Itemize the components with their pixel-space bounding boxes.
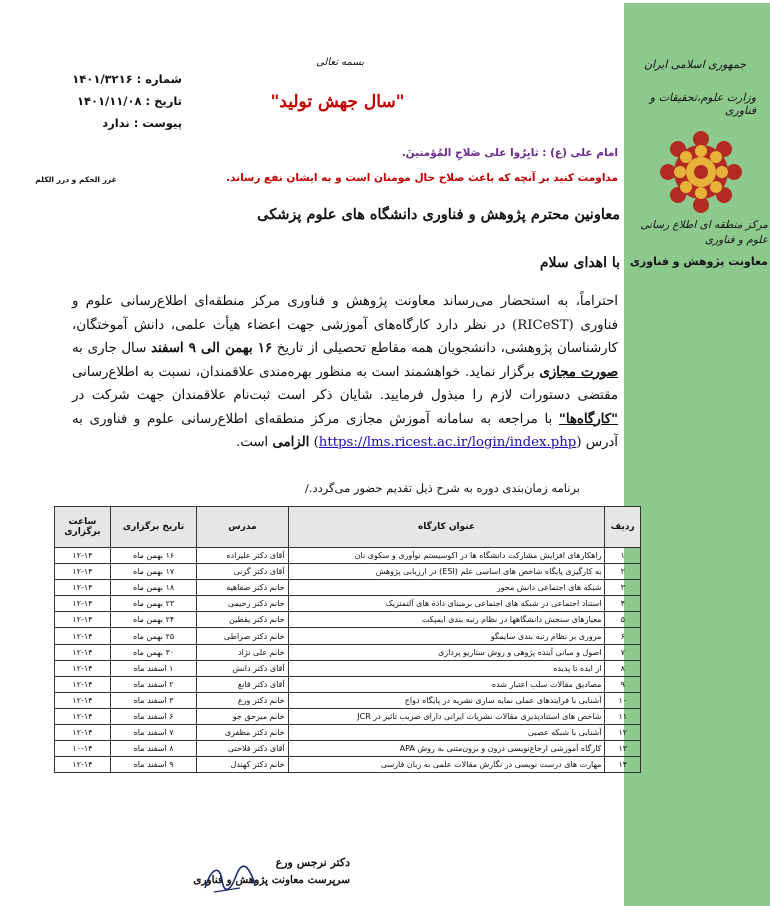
cell-row-number: ۱۱ bbox=[605, 708, 641, 724]
table-row bbox=[55, 708, 641, 724]
table-row bbox=[55, 692, 641, 708]
cell-time: ۱۲-۱۴ bbox=[55, 676, 111, 692]
cell-date: ۲ اسفند ماه bbox=[110, 676, 196, 692]
letterhead-sidebar bbox=[624, 3, 770, 906]
cell-date: ۲۴ بهمن ماه bbox=[110, 612, 196, 628]
table-row bbox=[55, 676, 641, 692]
cell-instructor: آقای دکتر قانع bbox=[197, 676, 288, 692]
body-part-6: است. bbox=[236, 435, 269, 450]
cell-workshop-title: آشنایی با فرایندهای عملی نمایه سازی نشریه در پایگاه دواج bbox=[288, 692, 605, 708]
cell-row-number: ۹ bbox=[605, 676, 641, 692]
sidebar-ministry: وزارت علوم،تحقیقات و فناوری bbox=[649, 91, 756, 117]
cell-time: ۱۲-۱۴ bbox=[55, 612, 111, 628]
cell-row-number: ۷ bbox=[605, 644, 641, 660]
header-instructor: مدرس bbox=[197, 507, 288, 548]
hadith-arabic: امام علی (ع) : ثابِرُوا علی صَلاحِ المُؤمنینَ. bbox=[401, 147, 618, 159]
table-row bbox=[55, 596, 641, 612]
cell-date: ۳۰ بهمن ماه bbox=[110, 644, 196, 660]
cell-workshop-title: شاخص های استنادپذیری مقالات نشریات ایرانی دارای ضریب تاثیر در JCR bbox=[288, 708, 605, 724]
cell-row-number: ۵ bbox=[605, 612, 641, 628]
cell-time: ۱۲-۱۴ bbox=[55, 725, 111, 741]
cell-time: ۱۲-۱۴ bbox=[55, 660, 111, 676]
cell-row-number: ۲ bbox=[605, 564, 641, 580]
recipient-line: معاونین محترم پژوهش و فناوری دانشگاه های علوم پزشکی bbox=[257, 206, 620, 223]
table-row bbox=[55, 644, 641, 660]
cell-row-number: ۴ bbox=[605, 596, 641, 612]
cell-instructor: خانم دکتر صفاهیه bbox=[197, 580, 288, 596]
cell-workshop-title: اصول و مبانی آینده پژوهی و روش سناریو پردازی bbox=[288, 644, 605, 660]
basmala: بسمه تعالی bbox=[315, 57, 365, 68]
cell-row-number: ۱۰ bbox=[605, 692, 641, 708]
cell-workshop-title: معیارهای سنجش دانشگاهها در نظام رتبه بندی ایمپکت bbox=[288, 612, 605, 628]
letter-date bbox=[62, 94, 182, 108]
cell-date: ۱۸ بهمن ماه bbox=[110, 580, 196, 596]
cell-time: ۱۲-۱۴ bbox=[55, 596, 111, 612]
ricest-logo bbox=[660, 131, 742, 213]
cell-time: ۱۲-۱۴ bbox=[55, 564, 111, 580]
handwritten-signature bbox=[200, 858, 260, 898]
table-header-row bbox=[55, 507, 641, 548]
signatory-name: دکتر نرجس ورع bbox=[275, 856, 350, 869]
cell-instructor: خانم دکتر کهندل bbox=[197, 757, 288, 773]
cell-instructor: خانم دکتر صراطی bbox=[197, 628, 288, 644]
cell-date: ۱۷ بهمن ماه bbox=[110, 564, 196, 580]
cell-date: ۲۵ بهمن ماه bbox=[110, 628, 196, 644]
letter-body bbox=[72, 290, 618, 455]
cell-workshop-title: مهارت های درست نویسی در نگارش مقالات علمی به زبان فارسی bbox=[288, 757, 605, 773]
cell-workshop-title: از ایده تا پدیده bbox=[288, 660, 605, 676]
cell-time: ۱۲-۱۴ bbox=[55, 580, 111, 596]
letter-number bbox=[62, 72, 182, 86]
table-row bbox=[55, 612, 641, 628]
body-part-2: سال جاری به bbox=[72, 341, 147, 356]
cell-instructor: خانم دکتر ورع bbox=[197, 692, 288, 708]
body-part-1: احتراماً، به استحضار می‌رساند معاونت پژوهش و فناوری مرکز منطقه‌ای اطلاع‌رسانی علوم و فناوری (RICeST) در نظر دارد کارگاه‌های آموزشی جهت اعضاء هیأت علمی، دانش آموختگان، کارشناسان پژوهشی، دانشجویان همه مقاطع تحصیلی از تاریخ bbox=[72, 294, 618, 356]
cell-workshop-title: مصادیق مقالات سلب اعتبار شده bbox=[288, 676, 605, 692]
sidebar-country: جمهوری اسلامی ایران bbox=[643, 58, 746, 71]
date-value: ۱۴۰۱/۱۱/۰۸ bbox=[76, 94, 142, 108]
body-part-5: ) bbox=[313, 435, 319, 450]
cell-time: ۱۲-۱۴ bbox=[55, 644, 111, 660]
cell-instructor: آقای دکتر گزنی bbox=[197, 564, 288, 580]
cell-instructor: آقای دکتر علیزاده bbox=[197, 548, 288, 564]
header-time: ساعت برگزاری bbox=[55, 507, 111, 548]
cell-date: ۱۶ بهمن ماه bbox=[110, 548, 196, 564]
cell-date: ۸ اسفند ماه bbox=[110, 741, 196, 757]
cell-workshop-title: به کارگیری پایگاه شاخص های اساسی علم (ESI) در ارزیابی پژوهش bbox=[288, 564, 605, 580]
sidebar-center: مرکز منطقه ای اطلاع رسانی علوم و فناوری bbox=[640, 219, 768, 246]
schedule-intro: برنامه زمان‌بندی دوره به شرح ذیل تقدیم حضور می‌گردد./ bbox=[304, 481, 580, 495]
table-row bbox=[55, 757, 641, 773]
body-mandatory: الزامی bbox=[272, 435, 310, 450]
cell-instructor: آقای دکتر فلاحتی bbox=[197, 741, 288, 757]
table-row bbox=[55, 548, 641, 564]
cell-workshop-title: استناد اجتماعی در شبکه های اجتماعی برمبنای داده های آلتمتریک bbox=[288, 596, 605, 612]
cell-workshop-title: مروری بر نظام رتبه بندی سایمگو bbox=[288, 628, 605, 644]
year-slogan: "سال جهش تولید" bbox=[270, 92, 405, 112]
cell-instructor: خانم علی نژاد bbox=[197, 644, 288, 660]
cell-date: ۳ اسفند ماه bbox=[110, 692, 196, 708]
body-part-3: برگزار نماید. خواهشمند است به منظور بهره‌مندی علاقمندان، نسبت به اطلاع‌رسانی مقتضی دستورات لازم را مبذول فرمایید. شایان ذکر است ثبت‌نام علاقمندان جهت شرکت در bbox=[72, 364, 618, 403]
number-value: ۱۴۰۱/۳۲۱۶ bbox=[72, 72, 133, 86]
attachment-label: پیوست : bbox=[133, 116, 182, 130]
cell-workshop-title: آشنایی با شبکه عصبی bbox=[288, 725, 605, 741]
cell-instructor: خانم دکتر یقطین bbox=[197, 612, 288, 628]
cell-date: ۶ اسفند ماه bbox=[110, 708, 196, 724]
cell-workshop-title: شبکه های اجتماعی دانش محور bbox=[288, 580, 605, 596]
lms-link[interactable]: https://lms.ricest.ac.ir/login/index.php bbox=[318, 435, 577, 450]
cell-date: ۹ اسفند ماه bbox=[110, 757, 196, 773]
body-virtual: صورت مجازی bbox=[539, 364, 619, 380]
cell-time: ۱۲-۱۴ bbox=[55, 692, 111, 708]
table-row bbox=[55, 725, 641, 741]
cell-row-number: ۶ bbox=[605, 628, 641, 644]
hadith-source: غرر الحکم و درر الکلم bbox=[35, 175, 117, 184]
cell-row-number: ۱۴ bbox=[605, 757, 641, 773]
number-label: شماره : bbox=[136, 72, 182, 86]
sidebar-deputy: معاونت پژوهش و فناوری bbox=[629, 255, 768, 268]
letter-attachment bbox=[62, 116, 182, 130]
cell-date: ۷ اسفند ماه bbox=[110, 725, 196, 741]
cell-date: ۲۳ بهمن ماه bbox=[110, 596, 196, 612]
table-row bbox=[55, 580, 641, 596]
cell-time: ۱۲-۱۴ bbox=[55, 628, 111, 644]
cell-time: ۱۲-۱۴ bbox=[55, 757, 111, 773]
signatory-title: سرپرست معاونت پژوهش و فناوری bbox=[193, 874, 350, 886]
header-row-number: ردیف bbox=[605, 507, 641, 548]
table-row bbox=[55, 741, 641, 757]
cell-workshop-title: راهکارهای افزایش مشارکت دانشگاه ها در اکوسیستم نوآوری و سکوی نان bbox=[288, 548, 605, 564]
header-date: تاریخ برگزاری bbox=[110, 507, 196, 548]
cell-time: ۱۲-۱۴ bbox=[55, 708, 111, 724]
header-workshop-title: عنوان کارگاه bbox=[288, 507, 605, 548]
cell-time: ۱۲-۱۴ bbox=[55, 548, 111, 564]
greeting: با اهدای سلام bbox=[539, 255, 620, 271]
cell-row-number: ۱۲ bbox=[605, 725, 641, 741]
body-dates: ۱۶ بهمن الی ۹ اسفند bbox=[150, 341, 273, 356]
cell-row-number: ۳ bbox=[605, 580, 641, 596]
cell-row-number: ۱۳ bbox=[605, 741, 641, 757]
table-body bbox=[55, 548, 641, 773]
date-label: تاریخ : bbox=[145, 94, 182, 108]
table-row bbox=[55, 660, 641, 676]
cell-row-number: ۱ bbox=[605, 548, 641, 564]
cell-workshop-title: کارگاه آموزشی ارجاع‌نویسی درون و برون‌متنی به روش APA bbox=[288, 741, 605, 757]
body-workshops: "کارگاه‌ها" bbox=[558, 411, 618, 427]
body-part-4: با مراجعه به سامانه آموزش مجازی مرکز منطقه‌ای اطلاع‌رسانی علوم و فناوری به آدرس ( bbox=[72, 411, 618, 450]
cell-instructor: آقای دکتر دانش bbox=[197, 660, 288, 676]
cell-instructor: خانم دکتر مظفری bbox=[197, 725, 288, 741]
table-row bbox=[55, 564, 641, 580]
cell-time: ۱۰-۱۴ bbox=[55, 741, 111, 757]
cell-instructor: خانم میرحق جو bbox=[197, 708, 288, 724]
cell-instructor: خانم دکتر رحیمی bbox=[197, 596, 288, 612]
cell-date: ۱ اسفند ماه bbox=[110, 660, 196, 676]
attachment-value: ندارد bbox=[102, 116, 130, 130]
cell-row-number: ۸ bbox=[605, 660, 641, 676]
hadith-translation: مداومت کنید بر آنچه که باعث صلاح حال مومنان است و به ایشان نفع رساند. bbox=[226, 172, 618, 184]
workshop-schedule-table bbox=[54, 506, 641, 773]
table-row bbox=[55, 628, 641, 644]
